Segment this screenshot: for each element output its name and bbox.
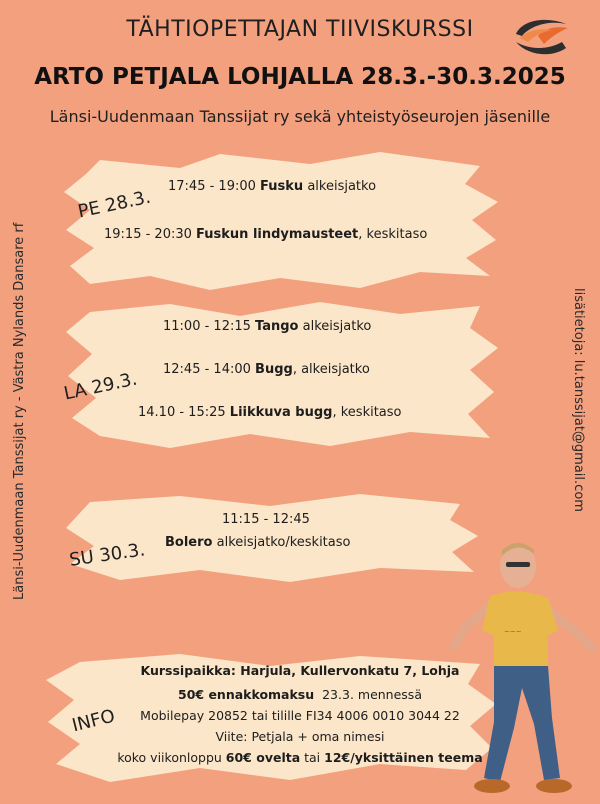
top-title: TÄHTIOPETTAJAN TIIVISKURSSI — [126, 17, 474, 42]
friday-section — [60, 150, 500, 292]
subtitle: Länsi-Uudenmaan Tanssijat ry sekä yhteistyöseurojen jäsenille — [49, 107, 551, 126]
svg-text:~~~: ~~~ — [504, 628, 522, 636]
info-door-price: koko viikonloppu 60€ ovelta tai 12€/yksittäinen teema — [117, 750, 483, 765]
info-reference: Viite: Petjala + oma nimesi — [215, 729, 385, 744]
saturday-session-3: 14.10 - 15:25 Liikkuva bugg, keskitaso — [138, 405, 402, 420]
info-label: INFO — [70, 705, 118, 737]
info-price: 50€ ennakkomaksu 23.3. mennessä — [178, 687, 422, 702]
sunday-session: Bolero alkeisjatko/keskitaso — [165, 535, 351, 550]
swoosh-logo-icon — [508, 14, 572, 58]
saturday-session-2: 12:45 - 14:00 Bugg, alkeisjatko — [163, 362, 370, 377]
saturday-session-1: 11:00 - 12:15 Tango alkeisjatko — [163, 319, 372, 334]
sunday-time: 11:15 - 12:45 — [222, 512, 310, 527]
main-title: ARTO PETJALA LOHJALLA 28.3.-30.3.2025 — [34, 64, 566, 90]
info-payment: Mobilepay 20852 tai tilille FI34 4006 0010 3044 22 — [140, 708, 460, 723]
dancer-photo — [448, 538, 598, 800]
friday-session-1: 17:45 - 19:00 Fusku alkeisjatko — [168, 179, 377, 194]
contact-side-text: lisätietoja: lu.tanssijat@gmail.com — [571, 288, 586, 512]
organization-side-text: Länsi-Uudenmaan Tanssijat ry - Västra Nylands Dansare rf — [12, 222, 27, 600]
sunday-label: SU 30.3. — [68, 539, 147, 571]
friday-session-2: 19:15 - 20:30 Fuskun lindymausteet, keskitaso — [104, 227, 428, 242]
friday-label: PE 28.3. — [76, 186, 153, 223]
info-venue: Kurssipaikka: Harjula, Kullervonkatu 7, Lohja — [140, 663, 460, 678]
saturday-label: LA 29.3. — [62, 368, 140, 405]
